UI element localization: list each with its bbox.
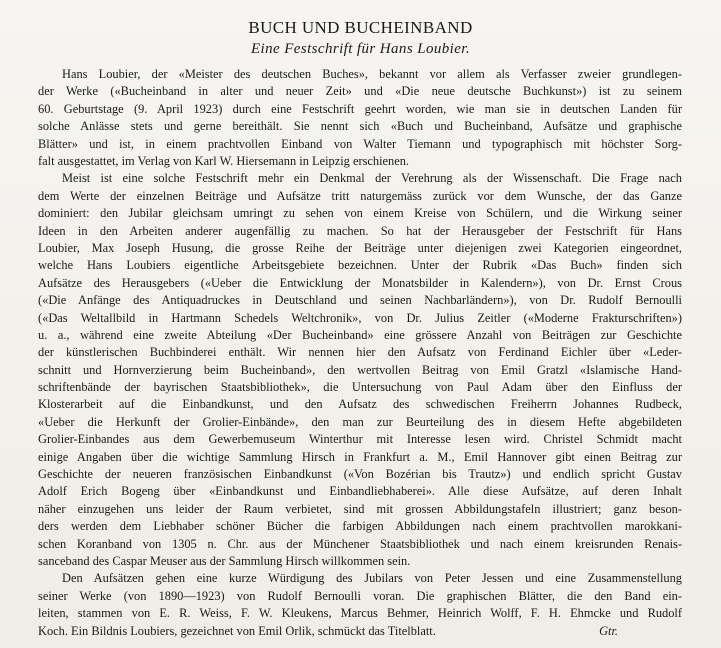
text-line-content: Koch. Ein Bildnis Loubiers, gezeichnet von Emil Orlik, schmückt das Titelblatt.	[38, 623, 436, 638]
text-line: Geschichte der neueren französischen Einbandkunst («Von Bozérian bis Trautz») und endlich spricht Gustav	[38, 467, 682, 482]
text-line: «Ueber die Herkunft der Grolier-Einbände», den man zur Beurteilung des in diesem Hefte abgebildeten	[38, 414, 682, 429]
text-line: solche Anlässe stets und gerne bereithält. Sie nennt sich «Buch und Bucheinband, Aufsätze und graphische	[38, 119, 682, 134]
text-line: Den Aufsätzen gehen eine kurze Würdigung des Jubilars von Peter Jessen und eine Zusammenstellung	[62, 571, 682, 586]
text-line: der künstlerischen Buchbinderei enthält. Wir nennen hier den Aufsatz von Ferdinand Eichler über «Leder-	[38, 345, 682, 360]
text-line: schnitt und Hornverzierung beim Bucheinband», den wertvollen Beitrag von Emil Gratzl «Islamische Hand-	[38, 362, 682, 377]
text-line: einige Angaben über die wichtige Sammlung Hirsch in Frankfurt a. M., Emil Hannover gibt einen Beitrag zur	[38, 449, 682, 464]
text-line: Ideen in den Arbeiten anderer augenfällig zu machen. So hat der Herausgeber der Festschrift für Hans	[38, 223, 682, 238]
text-line: Meist ist eine solche Festschrift mehr ein Denkmal der Verehrung als der Wissenschaft. Die Frage nach	[62, 171, 682, 186]
text-line: näher einzugehen uns leider der Raum verbietet, sind mit grossen Abbildungstafeln illustriert; ganz beson-	[38, 501, 682, 516]
text-line: schen Koranband von 1305 n. Chr. aus der Münchener Staatsbibliothek und nach einem kreisrunden Renais-	[38, 536, 682, 551]
text-line: Loubier, Max Joseph Husung, die grosse Reihe der Beiträge unter diejenigen zwei Kategorien eingeordnet,	[38, 240, 682, 255]
article-subtitle: Eine Festschrift für Hans Loubier.	[250, 41, 470, 57]
text-line: dominiert: den Jubilar gleichsam umringt zu sehen von einem Kreise von Schülern, und die Wirkung seiner	[38, 206, 682, 221]
text-line: Aufsätze des Herausgebers («Ueber die Entwicklung der Monatsbilder in Kalendern»), von Dr. Ernst Crous	[38, 275, 682, 290]
text-line: u. a., während eine zweite Abteilung «Der Bucheinband» eine grössere Anzahl von Beiträgen zur Geschichte	[38, 327, 682, 342]
text-line: ders werden dem Liebhaber schöner Bücher die farbigen Abbildungen nach einem prachtvollen marokkani-	[38, 519, 682, 534]
text-line: Adolf Erich Bogeng über «Einbandkunst und Einbandliebhaberei». Alle diese Aufsätze, auf deren Inhalt	[38, 484, 682, 499]
text-line: schriftenbände der bayrischen Staatsbibliothek», die Untersuchung von Paul Adam über den Einfluss der	[38, 380, 682, 395]
text-line: sanceband des Caspar Meuser aus der Sammlung Hirsch willkommen sein.	[38, 554, 411, 569]
text-line: 60. Geburtstage (9. April 1923) durch eine Festschrift geehrt worden, wie man sie in deutschen Landen für	[38, 101, 682, 116]
text-line-last	[38, 623, 682, 640]
author-signature: Gtr.	[599, 623, 618, 638]
text-line: («Das Weltallbild in Hartmann Schedels Weltchronik», von Dr. Julius Zeitler («Moderne Frakturschriften»)	[38, 310, 682, 325]
text-line: leiten, stammen von E. R. Weiss, F. W. Kleukens, Marcus Behmer, Heinrich Wolff, F. H. Ehmcke und Rudolf	[38, 606, 682, 621]
text-line: der Werke («Bucheinband in alter und neuer Zeit» und «Die neue deutsche Buchkunst») ist zu seinem	[38, 84, 682, 99]
text-line: welche Hans Loubiers eigentliche Arbeitsgebiete bezeichnen. Unter der Rubrik «Das Buch» finden sich	[38, 258, 682, 273]
text-line: Klosterarbeit auf die Einbandkunst, und den Aufsatz des schwedischen Freiherrn Johannes Rudbeck,	[38, 397, 682, 412]
text-line: Grolier-Einbandes aus dem Gewerbemuseum Winterthur mit Interesse lesen wird. Christel Schmidt macht	[38, 432, 682, 447]
text-line: («Die Anfänge des Antiquadruckes in Deutschland und seinen Nachbarländern»), von Dr. Rudolf Bernoulli	[38, 293, 682, 308]
article-title: BUCH UND BUCHEINBAND	[248, 18, 473, 37]
text-line: Hans Loubier, der «Meister des deutschen Buches», bekannt vor allem als Verfasser zweier grundlegen-	[62, 67, 682, 81]
text-line: dem Werte der einzelnen Beiträge und Aufsätze tritt naturgemäss zurück vor dem Wunsche, der das Ganze	[38, 188, 682, 203]
text-line: seiner Werke (von 1890—1923) von Rudolf Bernoulli voran. Die graphischen Blätter, die den Band ein-	[38, 588, 682, 603]
text-line: falt ausgestattet, im Verlag von Karl W. Hiersemann in Leipzig erschienen.	[38, 153, 410, 168]
text-line: Blätter» und ist, in einem prachtvollen Einband von Walter Tiemann und typographisch mit höchster Sorg-	[38, 136, 682, 151]
